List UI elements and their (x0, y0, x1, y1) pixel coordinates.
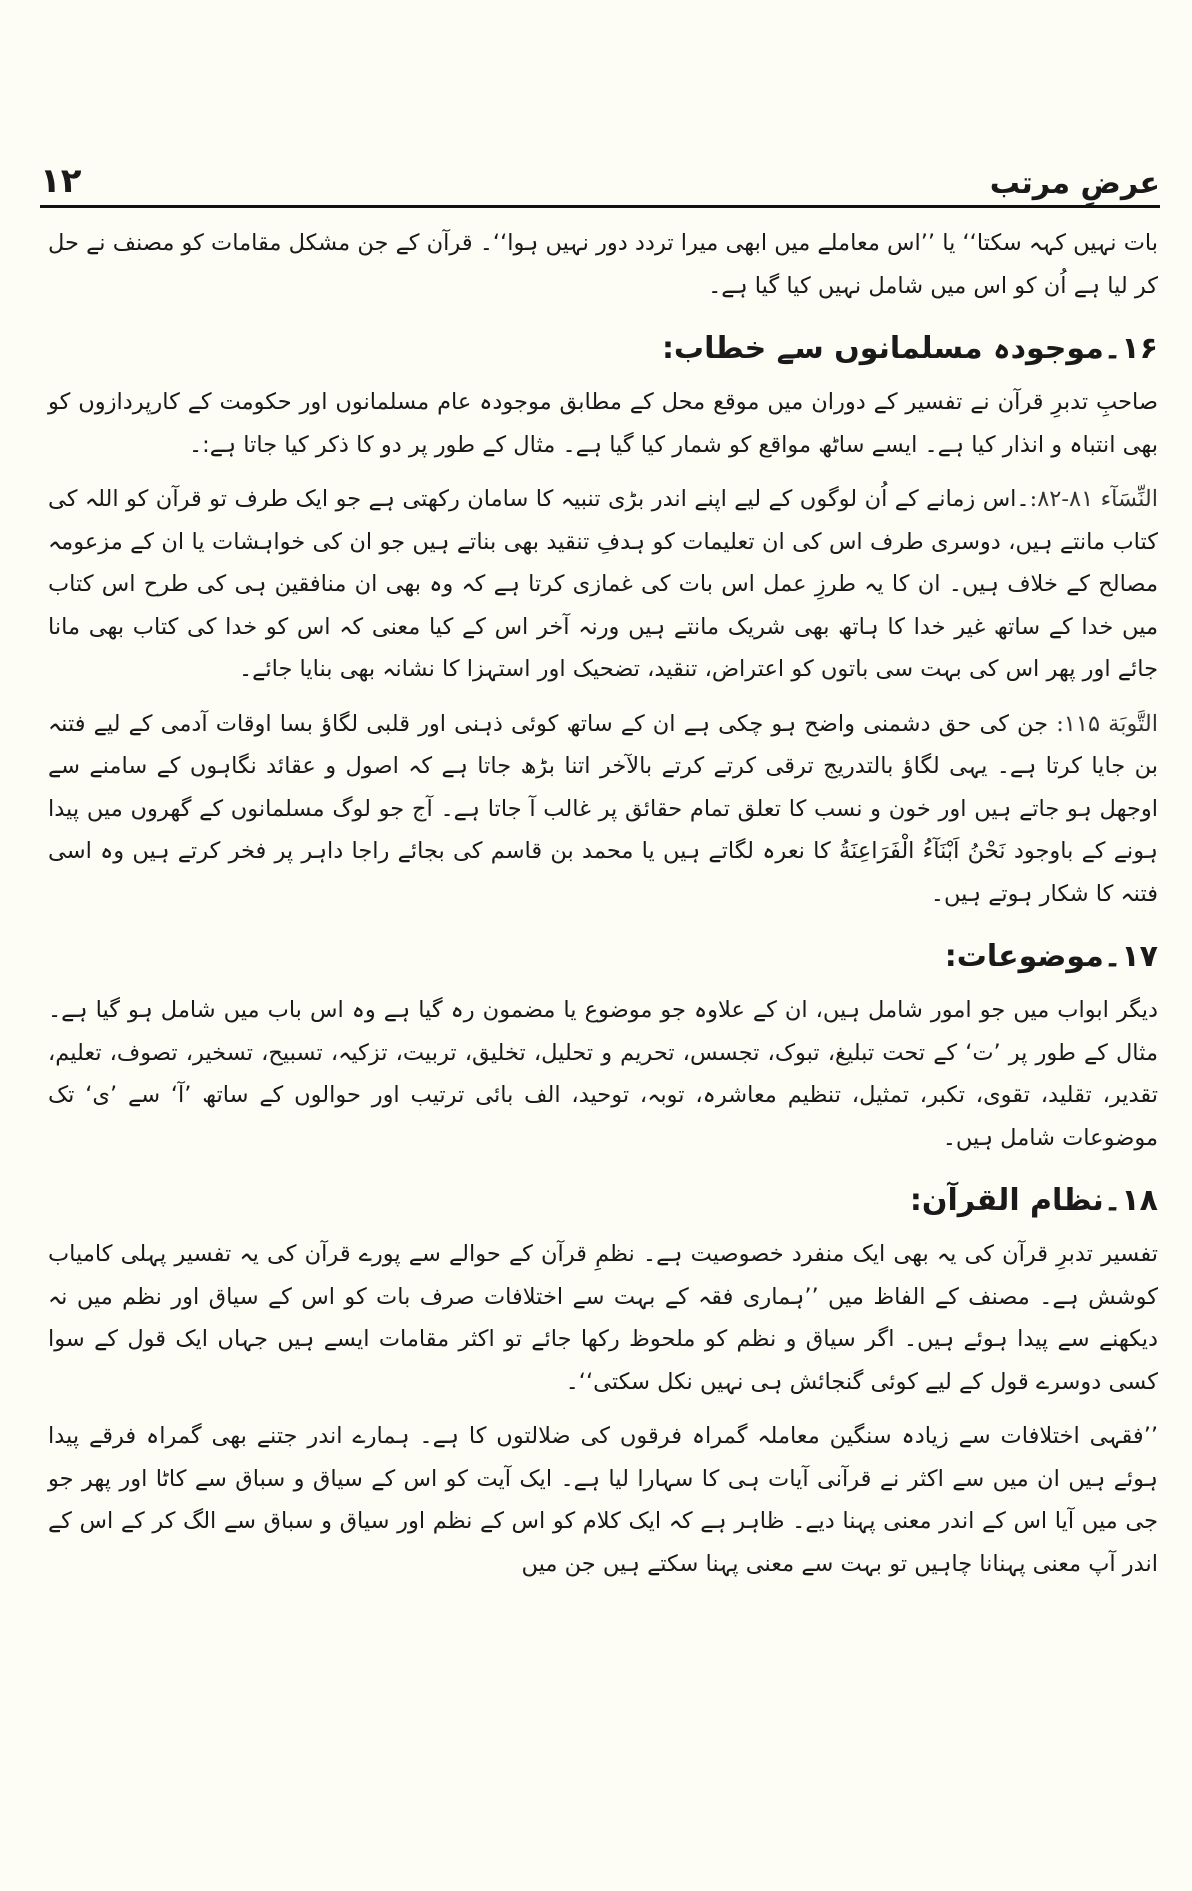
page-number: ۱۲ (40, 161, 82, 201)
section-16-heading: ۱۶۔موجودہ مسلمانوں سے خطاب: (661, 331, 1158, 366)
section-16-paragraph-3-text: جن کی حق دشمنی واضح ہو چکی ہے ان کے ساتھ کوئی ذہنی اور قلبی لگاؤ بسا اوقات آدمی کے لیے فتنہ بن جایا کرتا ہے۔ یہی لگاؤ بالتدریج ترقی کرتے کرتے بالآخر اتنا بڑھ جاتا ہے کہ اصول و عقائد نگاہوں کے سامنے سے اوجھل ہو جاتے ہیں اور خون و نسب کا تعلق تمام حقائق پر غالب آ جاتا ہے۔ آج جو لوگ مسلمانوں کے گھروں میں پیدا ہونے کے باوجود نَحْنُ اَبْنَآءُ الْفَرَاعِنَةُ کا نعرہ لگاتے ہیں یا محمد بن قاسم کی بجائے راجا داہر پر فخر کرتے ہیں وہ اسی فتنہ کا شکار ہوتے ہیں۔ (48, 710, 1158, 907)
section-18-paragraph-1: تفسیر تدبرِ قرآن کی یہ بھی ایک منفرد خصوصیت ہے۔ نظمِ قرآن کے حوالے سے پورے قرآن کی یہ تفسیر پہلی کامیاب کوشش ہے۔ مصنف کے الفاظ میں ’’ہماری فقہ کے بہت سے اختلافات صرف بات کو اس کے سیاق اور نظم میں نہ دیکھنے سے پیدا ہوئے ہیں۔ اگر سیاق و نظم کو ملحوظ رکھا جائے تو اکثر مقامات ایسے ہیں جہاں ایک قول کے سوا کسی دوسرے قول کے لیے کوئی گنجائش ہی نہیں نکل سکتی‘‘۔ (48, 1241, 1158, 1395)
running-title: عرضِ مرتب (989, 166, 1160, 201)
section-16-paragraph-1: صاحبِ تدبرِ قرآن نے تفسیر کے دوران میں موقع محل کے مطابق موجودہ عام مسلمانوں اور حکومت کے کارپردازوں کو بھی انتباہ و انذار کیا ہے۔ ایسے ساٹھ مواقع کو شمار کیا گیا ہے۔ مثال کے طور پر دو کا ذکر کیا جاتا ہے:۔ (48, 389, 1158, 458)
page-header (40, 161, 1160, 208)
section-16-paragraph-2 (48, 478, 1158, 691)
section-16-paragraph-2-text: ۔اس زمانے کے اُن لوگوں کے لیے اپنے اندر بڑی تنبیہ کا سامان رکھتی ہے جو ایک طرف تو قرآن کو اللہ کی کتاب مانتے ہیں، دوسری طرف اس کی ان تعلیمات کو ہدفِ تنقید بھی بناتے ہیں جو ان کی خواہشات یا ان کے مزعومہ مصالح کے خلاف ہیں۔ ان کا یہ طرزِ عمل اس بات کی غمازی کرتا ہے کہ وہ بھی ان منافقین ہی کی طرح اس کتاب میں خدا کے ساتھ غیر خدا کا ہاتھ بھی شریک مانتے ہیں ورنہ آخر اس کے کیا معنی کہ اس کو خدا کی کتاب بھی مانا جائے اور پھر اس کی بہت سی باتوں کو اعتراض، تنقید، تضحیک اور استہزا کا نشانہ بھی بنایا جائے۔ (48, 486, 1158, 682)
section-17-heading: ۱۷۔موضوعات: (944, 939, 1158, 974)
section-16-paragraph-3 (48, 703, 1158, 916)
section-18-paragraph-2: ’’فقہی اختلافات سے زیادہ سنگین معاملہ گمراہ فرقوں کی ضلالتوں کا ہے۔ ہمارے اندر جتنے بھی گمراہ فرقے پیدا ہوئے ہیں ان میں سے اکثر نے قرآنی آیات ہی کا سہارا لیا ہے۔ ایک آیت کو اس کے سیاق و سباق سے کاٹا اور پھر جو جی میں آیا اس کے اندر معنی پہنا دیے۔ ظاہر ہے کہ ایک کلام کو اس کے نظم اور سیاق و سباق سے الگ کر کے اس کے اندر آپ معنی پہنانا چاہیں تو بہت سے معنی پہنا سکتے ہیں جن میں (48, 1423, 1158, 1577)
page-body (48, 222, 1158, 1597)
section-18-heading: ۱۸۔نظام القرآن: (909, 1183, 1158, 1218)
section-17-paragraph-1: دیگر ابواب میں جو امور شامل ہیں، ان کے علاوہ جو موضوع یا مضمون رہ گیا ہے وہ اس باب میں شامل ہو گیا ہے۔ مثال کے طور پر ’ت‘ کے تحت تبلیغ، تبوک، تجسس، تحریم و تحلیل، تخلیق، تربیت، تزکیہ، تسبیح، تسخیر، تصوف، تعلیم، تقدیر، تقلید، تقوی، تکبر، تمثیل، تنظیم معاشرہ، توبہ، توحید، الف بائی ترتیب اور حوالوں کے ساتھ ’آ‘ سے ’ی‘ تک موضوعات شامل ہیں۔ (48, 997, 1158, 1151)
surah-reference-tawbah: التَّوبَة ۱۱۵: (1056, 710, 1159, 737)
surah-reference-nisa: النِّسَآء ۸۱-۸۲: (1029, 486, 1158, 512)
intro-paragraph: بات نہیں کہہ سکتا‘‘ یا ’’اس معاملے میں ابھی میرا تردد دور نہیں ہوا‘‘۔ قرآن کے جن مشکل مقامات کو مصنف نے حل کر لیا ہے اُن کو اس میں شامل نہیں کیا گیا ہے۔ (48, 230, 1158, 299)
